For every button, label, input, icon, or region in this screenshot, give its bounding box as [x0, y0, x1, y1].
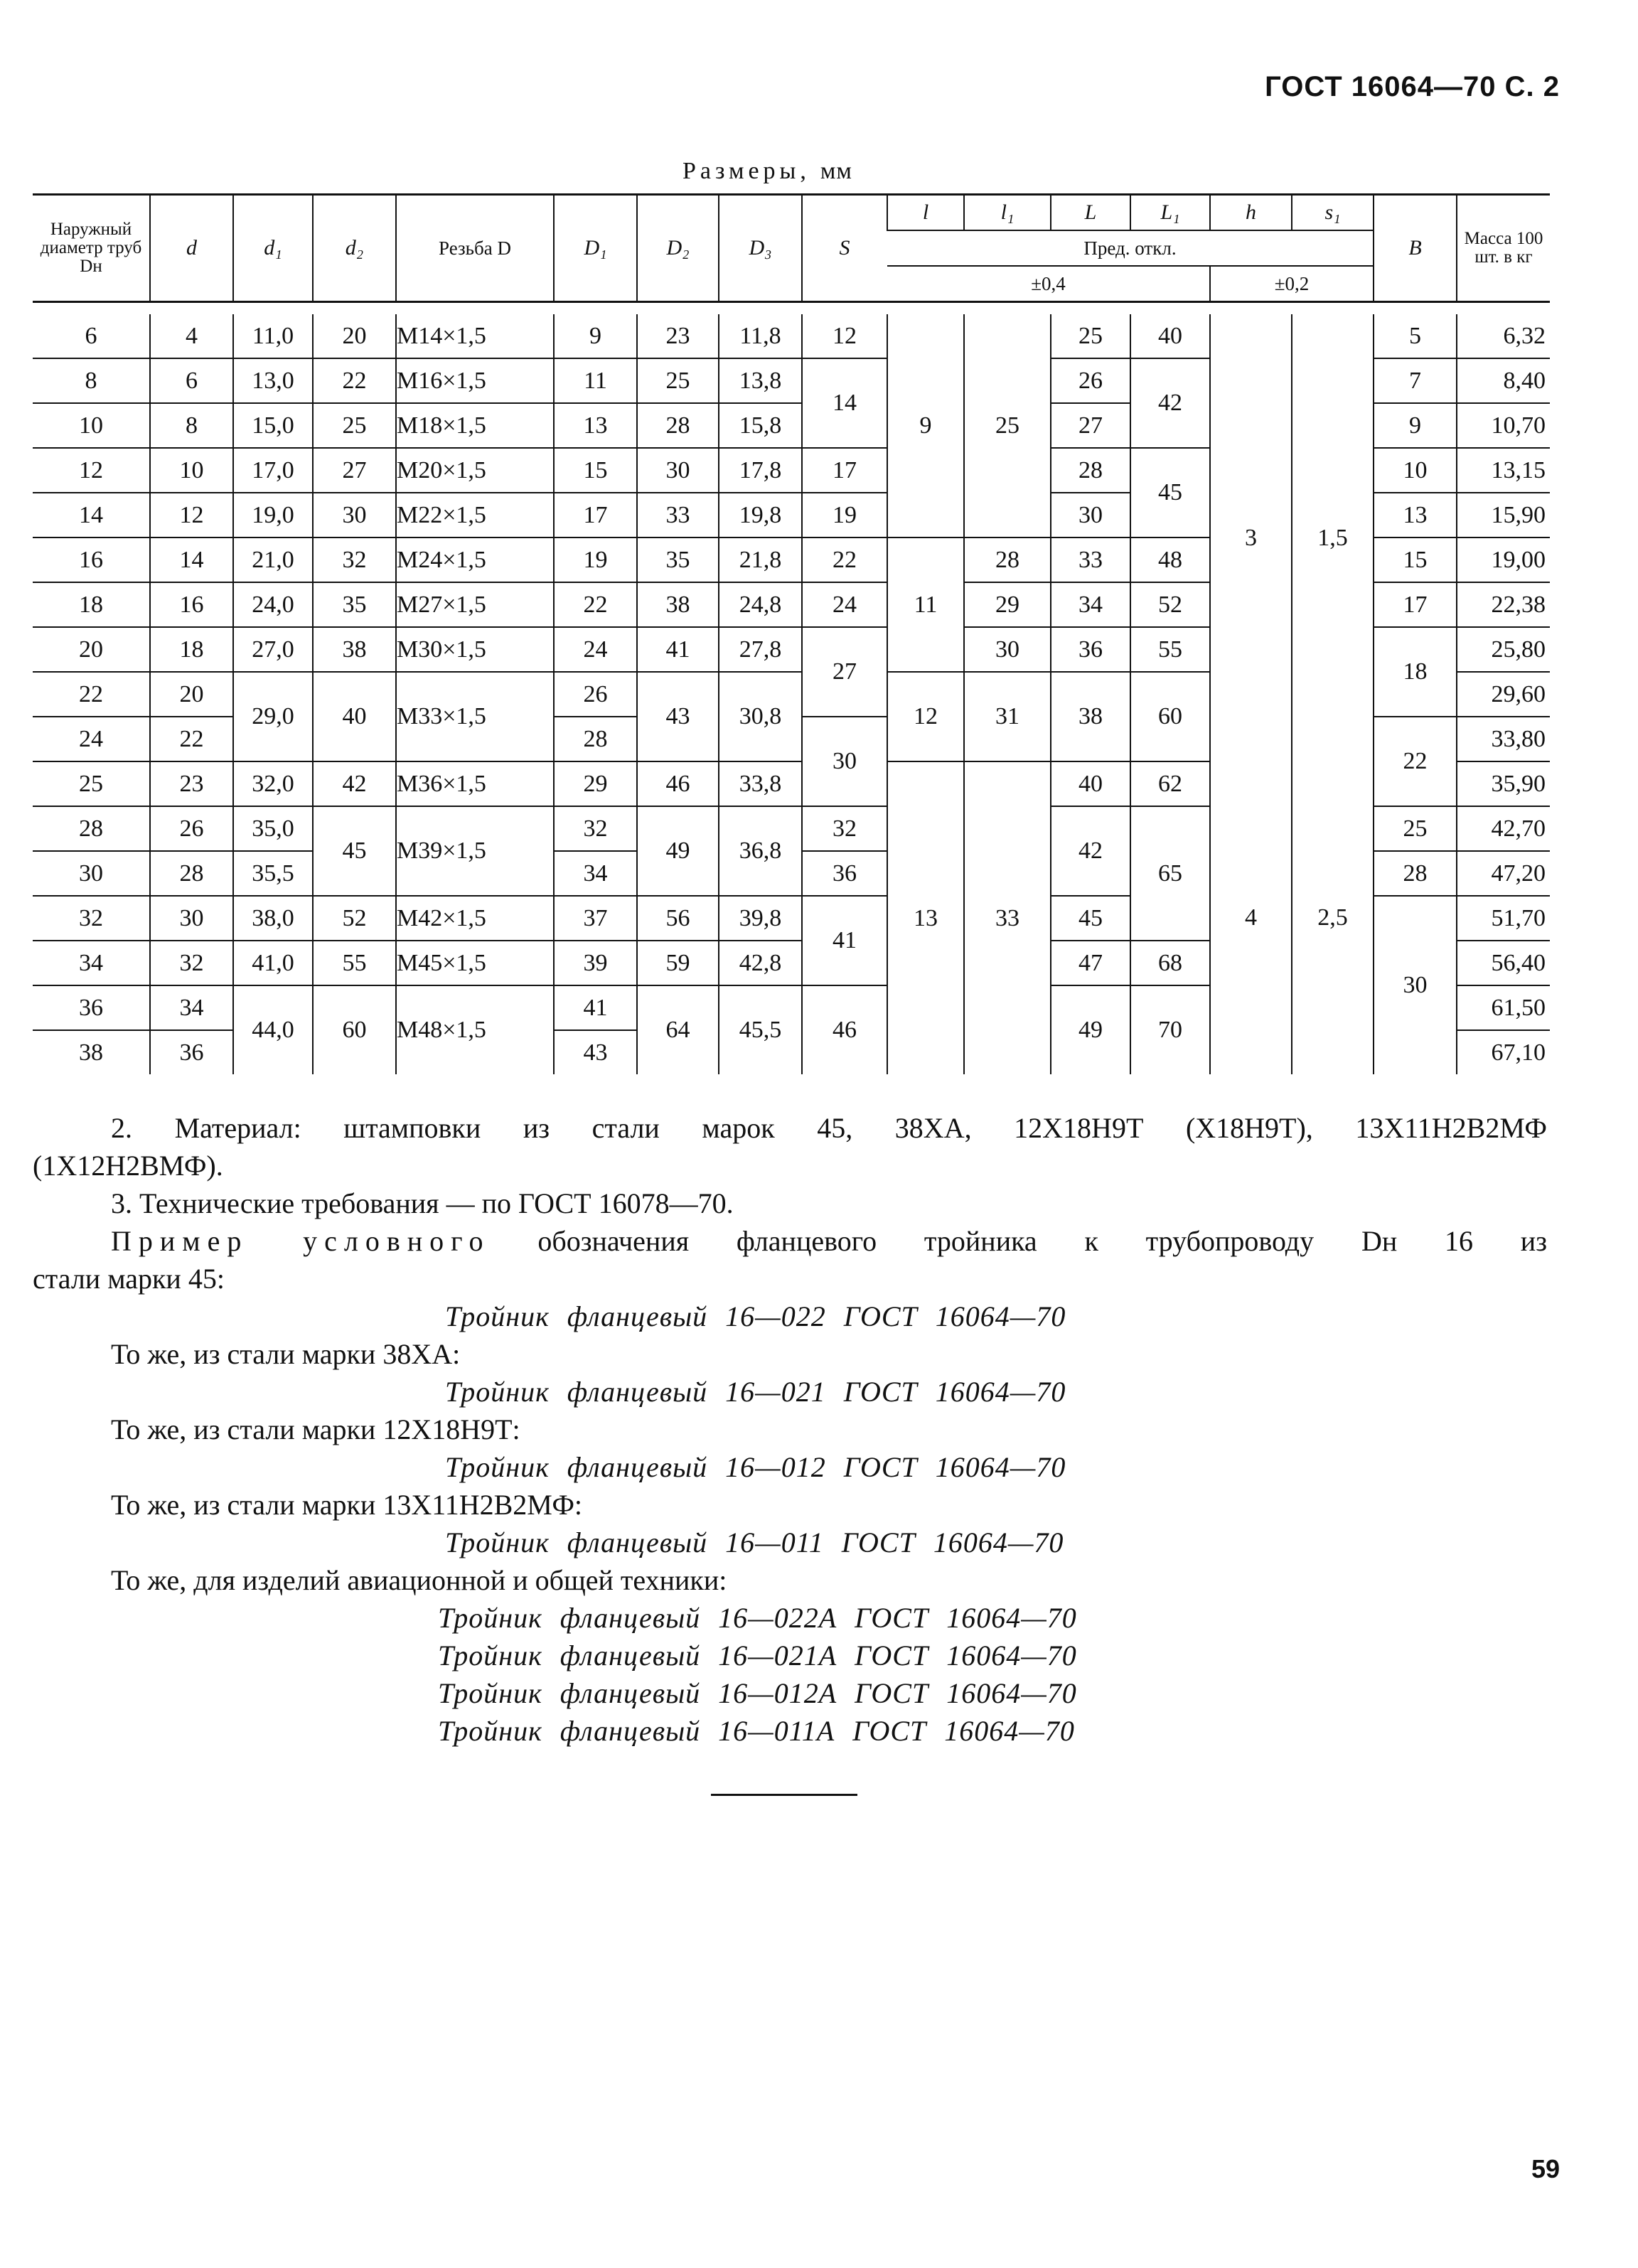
cell-L1: 52 [1130, 582, 1210, 627]
cell-d: 14 [150, 537, 233, 582]
cell-dn: 22 [33, 672, 150, 717]
cell-d: 26 [150, 806, 233, 851]
designation-line: Тройник фланцевый 16—021 ГОСТ 16064—70 [445, 1376, 1066, 1408]
cell-D2: 38 [637, 582, 719, 627]
cell-dn: 34 [33, 941, 150, 985]
cell-S: 19 [802, 493, 887, 537]
cell-L: 47 [1051, 941, 1130, 985]
table-caption [682, 158, 852, 185]
cell-D2: 43 [637, 672, 719, 761]
cell-l1: 25 [964, 314, 1051, 537]
cell-D2: 64 [637, 985, 719, 1074]
cell-D1: 28 [554, 717, 637, 761]
cell-d1: 15,0 [233, 403, 313, 448]
designation-line: Тройник фланцевый 16—012А ГОСТ 16064—70 [438, 1677, 1077, 1709]
cell-D1: 15 [554, 448, 637, 493]
cell-d: 36 [150, 1030, 233, 1074]
cell-mass: 33,80 [1457, 717, 1550, 761]
cell-B: 7 [1374, 358, 1457, 403]
cell-l1: 30 [964, 627, 1051, 672]
cell-dn: 10 [33, 403, 150, 448]
cell-thread: М45×1,5 [396, 941, 554, 985]
cell-d1: 24,0 [233, 582, 313, 627]
cell-L: 49 [1051, 985, 1130, 1074]
cell-L1: 70 [1130, 985, 1210, 1074]
cell-D2: 23 [637, 314, 719, 358]
example-spaced-lead: Пример условного [111, 1225, 491, 1257]
cell-d1: 35,5 [233, 851, 313, 896]
cell-L1: 60 [1130, 672, 1210, 761]
caption-label: Размеры, [682, 158, 810, 184]
header-h: h [1210, 195, 1292, 231]
header-tolerance-b: ±0,2 [1210, 266, 1374, 302]
cell-d1: 38,0 [233, 896, 313, 941]
cell-thread: М30×1,5 [396, 627, 554, 672]
cell-mass: 15,90 [1457, 493, 1550, 537]
cell-l: 11 [887, 537, 964, 672]
designation-line: Тройник фланцевый 16—011А ГОСТ 16064—70 [438, 1715, 1075, 1747]
cell-L: 27 [1051, 403, 1130, 448]
cell-d: 16 [150, 582, 233, 627]
cell-D1: 22 [554, 582, 637, 627]
cell-dn: 30 [33, 851, 150, 896]
cell-d: 22 [150, 717, 233, 761]
header-L1: L₁ [1130, 195, 1210, 231]
cell-thread: М27×1,5 [396, 582, 554, 627]
cell-d2: 40 [313, 672, 396, 761]
cell-thread: М48×1,5 [396, 985, 554, 1074]
cell-D1: 24 [554, 627, 637, 672]
cell-L1: 55 [1130, 627, 1210, 672]
cell-thread: М39×1,5 [396, 806, 554, 896]
cell-mass: 13,15 [1457, 448, 1550, 493]
cell-d: 20 [150, 672, 233, 717]
cell-D3: 27,8 [719, 627, 802, 672]
cell-D2: 46 [637, 761, 719, 806]
cell-D1: 41 [554, 985, 637, 1030]
cell-B: 13 [1374, 493, 1457, 537]
cell-d: 12 [150, 493, 233, 537]
cell-L: 45 [1051, 896, 1130, 941]
cell-D3: 17,8 [719, 448, 802, 493]
cell-d: 23 [150, 761, 233, 806]
cell-d1: 44,0 [233, 985, 313, 1074]
cell-dn: 18 [33, 582, 150, 627]
cell-d1: 11,0 [233, 314, 313, 358]
cell-dn: 14 [33, 493, 150, 537]
header-l1: l₁ [964, 195, 1051, 231]
cell-d: 10 [150, 448, 233, 493]
cell-dn: 20 [33, 627, 150, 672]
material-paragraph-cont: (1Х12Н2ВМФ). [33, 1150, 223, 1182]
cell-D3: 24,8 [719, 582, 802, 627]
cell-S: 12 [802, 314, 887, 358]
cell-dn: 25 [33, 761, 150, 806]
cell-D1: 19 [554, 537, 637, 582]
cell-d2: 32 [313, 537, 396, 582]
cell-D3: 13,8 [719, 358, 802, 403]
cell-thread: М33×1,5 [396, 672, 554, 761]
cell-L: 28 [1051, 448, 1130, 493]
cell-D2: 49 [637, 806, 719, 896]
cell-D1: 9 [554, 314, 637, 358]
cell-B: 15 [1374, 537, 1457, 582]
cell-D3: 15,8 [719, 403, 802, 448]
cell-s1: 1,5 [1292, 314, 1374, 761]
cell-D2: 59 [637, 941, 719, 985]
cell-D1: 29 [554, 761, 637, 806]
cell-d1: 21,0 [233, 537, 313, 582]
cell-B: 10 [1374, 448, 1457, 493]
cell-d1: 19,0 [233, 493, 313, 537]
cell-d1: 41,0 [233, 941, 313, 985]
cell-L1: 62 [1130, 761, 1210, 806]
header-thread: Резьба D [396, 195, 554, 302]
cell-thread: М16×1,5 [396, 358, 554, 403]
material-paragraph: 2. Материал: штамповки из стали марок 45, 38ХА, 12Х18Н9Т (Х18Н9Т), 13Х11Н2В2МФ [111, 1112, 1547, 1144]
cell-L: 30 [1051, 493, 1130, 537]
cell-d2: 45 [313, 806, 396, 896]
cell-mass: 10,70 [1457, 403, 1550, 448]
cell-D3: 39,8 [719, 896, 802, 941]
cell-mass: 35,90 [1457, 761, 1550, 806]
designation-line: Тройник фланцевый 16—022 ГОСТ 16064—70 [445, 1300, 1066, 1332]
cell-L: 42 [1051, 806, 1130, 896]
spacer-row [33, 302, 1550, 315]
cell-thread: М22×1,5 [396, 493, 554, 537]
header-mass: Масса 100 шт. в кг [1457, 195, 1550, 302]
cell-S: 36 [802, 851, 887, 896]
cell-S: 24 [802, 582, 887, 627]
header-d1: d₁ [233, 195, 313, 302]
cell-thread: М18×1,5 [396, 403, 554, 448]
cell-thread: М14×1,5 [396, 314, 554, 358]
cell-D3: 21,8 [719, 537, 802, 582]
cell-mass: 6,32 [1457, 314, 1550, 358]
cell-mass: 8,40 [1457, 358, 1550, 403]
cell-l1: 33 [964, 761, 1051, 1074]
example-paragraph-cont: стали марки 45: [33, 1263, 225, 1295]
cell-l: 9 [887, 314, 964, 537]
cell-d1: 35,0 [233, 806, 313, 851]
cell-D1: 43 [554, 1030, 637, 1074]
cell-S: 14 [802, 358, 887, 448]
same-line: То же, из стали марки 13Х11Н2В2МФ: [111, 1489, 583, 1521]
cell-dn: 12 [33, 448, 150, 493]
cell-B: 22 [1374, 717, 1457, 806]
designation-line: Тройник фланцевый 16—021А ГОСТ 16064—70 [438, 1640, 1077, 1671]
cell-mass: 22,38 [1457, 582, 1550, 627]
header-D3: D₃ [719, 195, 802, 302]
cell-L: 38 [1051, 672, 1130, 761]
cell-D2: 33 [637, 493, 719, 537]
cell-D3: 19,8 [719, 493, 802, 537]
caption-unit: мм [820, 158, 852, 184]
cell-L1: 68 [1130, 941, 1210, 985]
cell-D3: 33,8 [719, 761, 802, 806]
cell-mass: 61,50 [1457, 985, 1550, 1030]
header-D1: D₁ [554, 195, 637, 302]
cell-D3: 42,8 [719, 941, 802, 985]
cell-dn: 16 [33, 537, 150, 582]
cell-d2: 42 [313, 761, 396, 806]
cell-L: 26 [1051, 358, 1130, 403]
cell-d2: 27 [313, 448, 396, 493]
cell-thread: М36×1,5 [396, 761, 554, 806]
requirements-paragraph: 3. Технические требования — по ГОСТ 16078—70. [111, 1187, 734, 1219]
same-line: То же, из стали марки 38ХА: [111, 1338, 461, 1370]
header-s1: s₁ [1292, 195, 1374, 231]
cell-d2: 35 [313, 582, 396, 627]
cell-S: 30 [802, 717, 887, 806]
header-tolerance: Пред. откл. [887, 230, 1374, 266]
cell-D1: 26 [554, 672, 637, 717]
cell-S: 22 [802, 537, 887, 582]
header-l: l [887, 195, 964, 231]
cell-D3: 11,8 [719, 314, 802, 358]
cell-L1: 42 [1130, 358, 1210, 448]
cell-d: 8 [150, 403, 233, 448]
cell-D1: 32 [554, 806, 637, 851]
cell-S: 41 [802, 896, 887, 985]
cell-L: 40 [1051, 761, 1130, 806]
header-d: d [150, 195, 233, 302]
cell-B: 9 [1374, 403, 1457, 448]
cell-S: 32 [802, 806, 887, 851]
cell-B: 28 [1374, 851, 1457, 896]
cell-d: 6 [150, 358, 233, 403]
table-row [33, 314, 1550, 358]
cell-dn: 24 [33, 717, 150, 761]
cell-thread: М20×1,5 [396, 448, 554, 493]
table-row [33, 761, 1550, 806]
designation-line: Тройник фланцевый 16—012 ГОСТ 16064—70 [445, 1451, 1066, 1483]
cell-h: 4 [1210, 761, 1292, 1074]
header-S: S [802, 195, 887, 302]
cell-d: 30 [150, 896, 233, 941]
cell-D2: 56 [637, 896, 719, 941]
cell-D2: 41 [637, 627, 719, 672]
cell-D1: 11 [554, 358, 637, 403]
page-header: ГОСТ 16064—70 С. 2 [1265, 71, 1560, 102]
end-rule [711, 1794, 857, 1796]
cell-l: 13 [887, 761, 964, 1074]
cell-D2: 30 [637, 448, 719, 493]
header-tolerance-a: ±0,4 [887, 266, 1210, 302]
cell-L: 34 [1051, 582, 1130, 627]
cell-L1: 40 [1130, 314, 1210, 358]
designation-line: Тройник фланцевый 16—022А ГОСТ 16064—70 [438, 1602, 1077, 1634]
cell-d: 18 [150, 627, 233, 672]
cell-s1: 2,5 [1292, 761, 1374, 1074]
cell-D1: 17 [554, 493, 637, 537]
same-line: То же, для изделий авиационной и общей техники: [111, 1564, 727, 1596]
cell-D1: 13 [554, 403, 637, 448]
same-line: То же, из стали марки 12Х18Н9Т: [111, 1413, 520, 1445]
cell-d: 28 [150, 851, 233, 896]
cell-mass: 25,80 [1457, 627, 1550, 672]
body-text [33, 1109, 1547, 1750]
cell-thread: М42×1,5 [396, 896, 554, 941]
cell-l1: 28 [964, 537, 1051, 582]
example-rest: обозначения фланцевого тройника к трубопроводу Dн 16 из [537, 1225, 1547, 1257]
cell-d: 34 [150, 985, 233, 1030]
cell-d1: 32,0 [233, 761, 313, 806]
cell-dn: 38 [79, 1039, 103, 1066]
cell-D1: 39 [554, 941, 637, 985]
cell-d1: 27,0 [233, 627, 313, 672]
cell-thread: М24×1,5 [396, 537, 554, 582]
dimensions-table [33, 193, 1550, 1074]
cell-d2: 25 [313, 403, 396, 448]
cell-D2: 28 [637, 403, 719, 448]
header-row-1 [33, 195, 1550, 231]
cell-h: 3 [1210, 314, 1292, 761]
cell-mass: 56,40 [1457, 941, 1550, 985]
cell-mass: 19,00 [1457, 537, 1550, 582]
cell-L1: 48 [1130, 537, 1210, 582]
cell-mass: 29,60 [1457, 672, 1550, 717]
header-D2: D₂ [637, 195, 719, 302]
cell-B: 25 [1374, 806, 1457, 851]
cell-d: 4 [150, 314, 233, 358]
cell-mass: 47,20 [1457, 851, 1550, 896]
cell-S: 17 [802, 448, 887, 493]
cell-dn: 28 [33, 806, 150, 851]
cell-d2: 60 [313, 985, 396, 1074]
cell-d2: 22 [313, 358, 396, 403]
cell-B: 30 [1374, 896, 1457, 1074]
cell-L: 33 [1051, 537, 1130, 582]
cell-B: 17 [1374, 582, 1457, 627]
cell-D1: 34 [554, 851, 637, 896]
cell-D1: 37 [554, 896, 637, 941]
cell-l1: 29 [964, 582, 1051, 627]
cell-d1: 13,0 [233, 358, 313, 403]
cell-d: 32 [150, 941, 233, 985]
cell-D3: 30,8 [719, 672, 802, 761]
cell-dn: 32 [33, 896, 150, 941]
cell-dn: 6 [33, 314, 150, 358]
cell-mass: 67,10 [1457, 1030, 1550, 1074]
cell-D3: 36,8 [719, 806, 802, 896]
cell-d2: 20 [313, 314, 396, 358]
designation-line: Тройник фланцевый 16—011 ГОСТ 16064—70 [445, 1526, 1064, 1558]
cell-mass: 42,70 [1457, 806, 1550, 851]
page-number: 59 [1531, 2154, 1560, 2183]
cell-D2: 35 [637, 537, 719, 582]
cell-L1: 65 [1130, 806, 1210, 941]
cell-S: 27 [802, 627, 887, 717]
cell-d2: 38 [313, 627, 396, 672]
cell-l1: 31 [964, 672, 1051, 761]
cell-S: 46 [802, 985, 887, 1074]
cell-L: 25 [1051, 314, 1130, 358]
cell-dn: 36 [33, 985, 150, 1030]
header-B: B [1374, 195, 1457, 302]
cell-d2: 52 [313, 896, 396, 941]
cell-d2: 55 [313, 941, 396, 985]
cell-l: 12 [887, 672, 964, 761]
cell-D3: 45,5 [719, 985, 802, 1074]
dimensions-table-wrap [33, 193, 1550, 1074]
cell-B: 5 [1374, 314, 1457, 358]
cell-d1: 17,0 [233, 448, 313, 493]
cell-B: 18 [1374, 627, 1457, 717]
header-outer-diameter: Наружный диаметр труб Dн [33, 195, 150, 302]
cell-L: 36 [1051, 627, 1130, 672]
example-paragraph [33, 1222, 1547, 1260]
cell-d2: 30 [313, 493, 396, 537]
cell-D2: 25 [637, 358, 719, 403]
cell-dn: 8 [33, 358, 150, 403]
header-L: L [1051, 195, 1130, 231]
cell-mass: 51,70 [1457, 896, 1550, 941]
cell-d1: 29,0 [233, 672, 313, 761]
header-d2: d₂ [313, 195, 396, 302]
cell-L1: 45 [1130, 448, 1210, 537]
